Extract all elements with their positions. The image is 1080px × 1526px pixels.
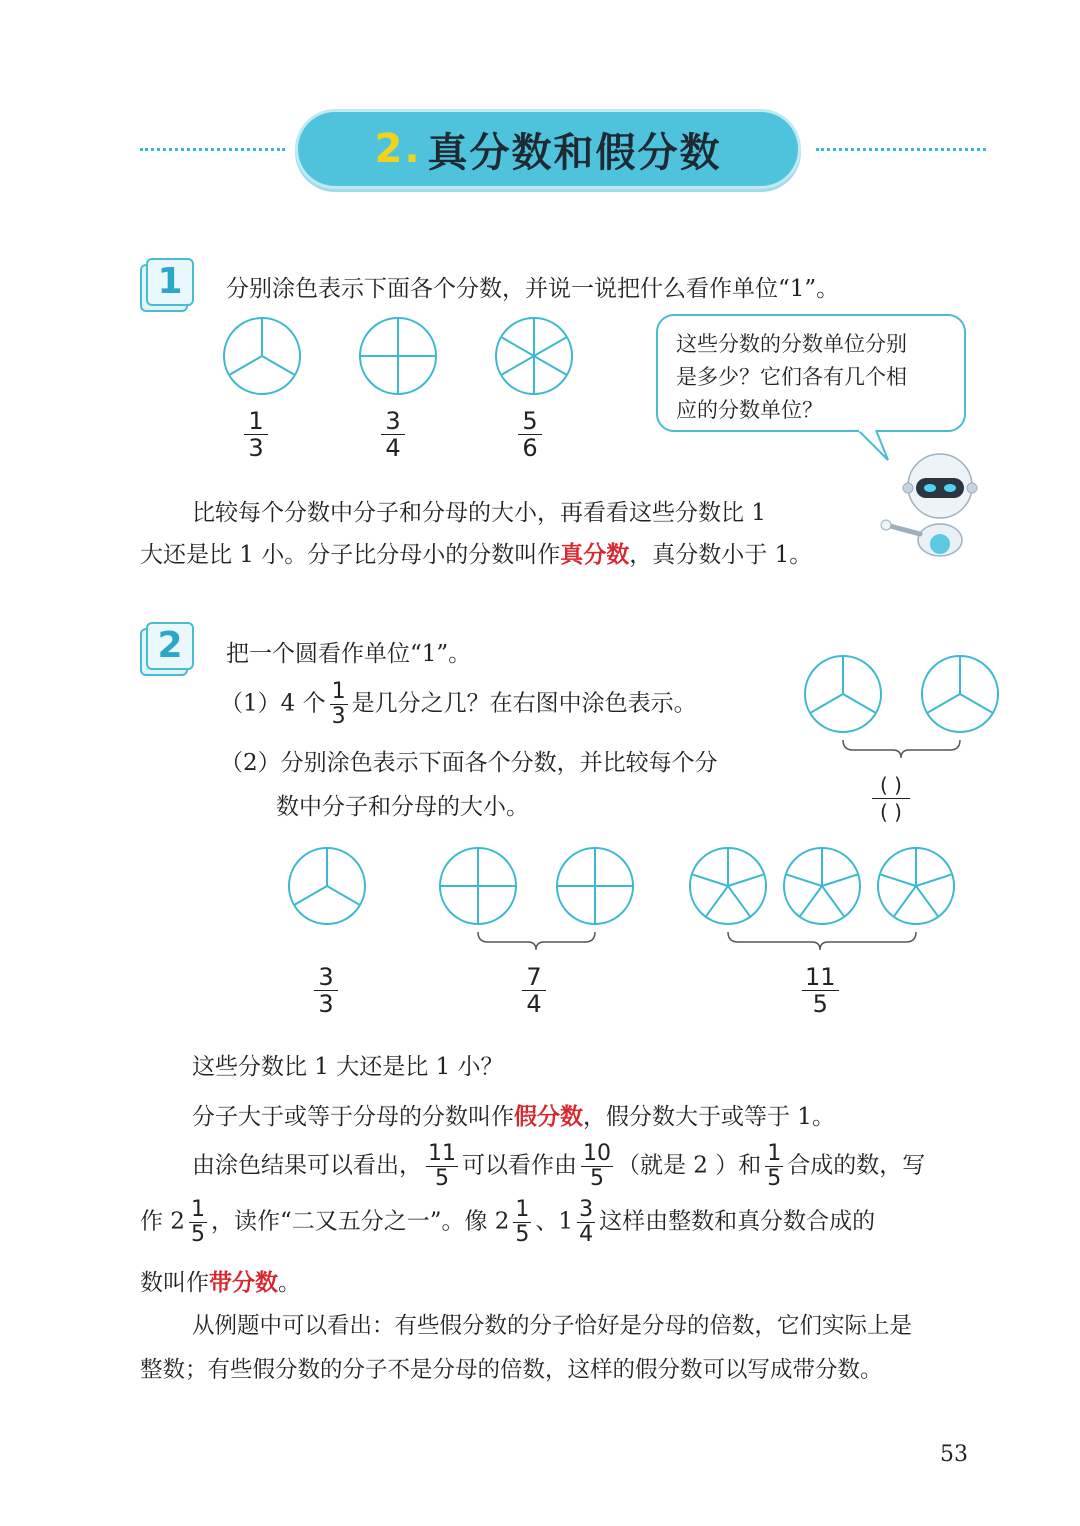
page-number: 53 xyxy=(940,1442,968,1467)
fraction-5-6: $\frac{5}{6}$ xyxy=(518,408,542,461)
example1-prompt: 分别涂色表示下面各个分数，并说一说把什么看作单位“1”。 xyxy=(226,276,840,302)
question-2-line1: （2）分别涂色表示下面各个分数，并比较每个分 xyxy=(220,750,718,776)
mixed-number-line2: 作 2 $\frac{1}{5}$ ，读作“二又五分之一”。像 2 $\frac{1}{5}$ 、1 $\frac{3}{4}$ 这样由整数和真分数合成的 xyxy=(140,1197,876,1247)
example2-prompt: 把一个圆看作单位“1”。 xyxy=(226,641,472,667)
conclusion-line2: 整数；有些假分数的分子不是分母的倍数，这样的假分数可以写成带分数。 xyxy=(140,1357,883,1383)
lesson-title-text: 真分数和假分数 xyxy=(427,129,722,176)
term-proper-fraction: 真分数 xyxy=(560,541,630,568)
example1-para-line2: 大还是比 1 小。分子比分母小的分数叫作真分数，真分数小于 1。 xyxy=(140,541,813,568)
mixed-number-line1: 由涂色结果可以看出， $\frac{11}{5}$ 可以看作由 $\frac{10}{5}$ （就是 2 ）和 $\frac{1}{5}$ 合成的数，写 xyxy=(192,1141,926,1191)
improper-fraction-definition: 分子大于或等于分母的分数叫作假分数，假分数大于或等于 1。 xyxy=(192,1103,835,1130)
fraction-1-3: $\frac{1}{3}$ xyxy=(244,408,268,461)
fraction-7-4: $\frac{7}{4}$ xyxy=(522,964,546,1017)
robot-speech-bubble: 这些分数的分数单位分别 是多少？它们各有几个相 应的分数单位？ xyxy=(656,314,966,432)
question-2-line2: 数中分子和分母的大小。 xyxy=(276,794,529,820)
q1-fraction: $\frac{1}{3}$ xyxy=(331,679,346,729)
example-badge-1: 1 xyxy=(140,258,192,308)
fraction-3-4: $\frac{3}{4}$ xyxy=(381,408,405,461)
lesson-number: 2. xyxy=(374,126,422,172)
question-1: （1）4 个 $\frac{1}{3}$ 是几分之几？在右图中涂色表示。 xyxy=(220,679,697,729)
blank-fraction[interactable]: ( ) ( ) xyxy=(872,772,910,825)
fraction-11-5: $\frac{11}{5}$ xyxy=(802,964,839,1017)
example1-para-line1: 比较每个分数中分子和分母的大小，再看看这些分数比 1 xyxy=(192,500,766,526)
conclusion-line1: 从例题中可以看出：有些假分数的分子恰好是分母的倍数，它们实际上是 xyxy=(192,1313,913,1339)
compare-question: 这些分数比 1 大还是比 1 小？ xyxy=(192,1054,504,1080)
term-mixed-number: 带分数 xyxy=(209,1269,278,1296)
example-badge-2: 2 xyxy=(140,622,192,672)
mixed-number-definition: 数叫作带分数。 xyxy=(140,1269,301,1296)
fraction-3-3: $\frac{3}{3}$ xyxy=(314,964,338,1017)
term-improper-fraction: 假分数 xyxy=(514,1103,583,1130)
